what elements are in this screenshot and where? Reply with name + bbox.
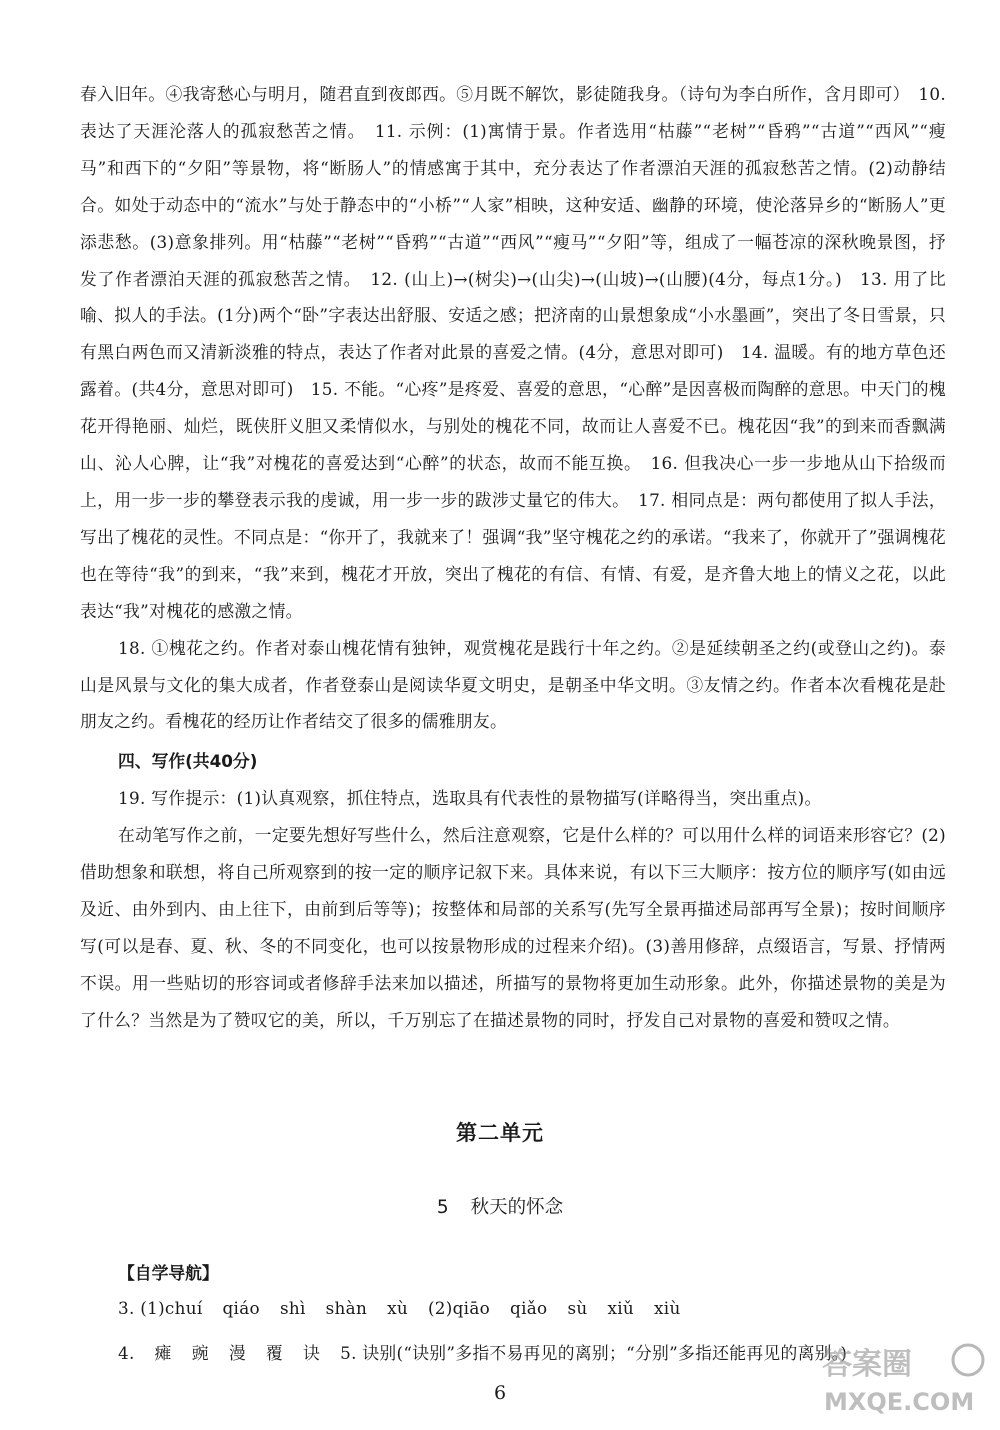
pinyin: qiāo — [452, 1298, 491, 1318]
answer-5: 5. 诀别(“诀别”多指不易再见的离别；“分别”多指还能再见的离别。) — [340, 1343, 848, 1363]
character: 豌 — [191, 1343, 209, 1363]
answer-line-4-5 — [118, 1340, 847, 1364]
watermark-text-bottom: MXQE.COM — [824, 1388, 975, 1416]
writing-guidance: 在动笔写作之前，一定要先想好写些什么，然后注意观察，它是什么样的？可以用什么样的词语来形容它？(2)借助想象和联想，将自己所观察到的按一定的顺序记叙下来。具体来说，有以下三大顺序：按方位的顺序写(如由远及近、由外到内、由上往下，由前到后等等)；按整体和局部的关系写(先写全景再描述局部再写全景)；按时间顺序写(可以是春、夏、秋、冬的不同变化，也可以按景物形成的过程来介绍)。(3)善用修辞，点缀语言，写景、抒情两不误。用一些贴切的形容词或者修辞手法来加以描述，所描写的景物将更加生动形象。此外，你描述景物的美是为了什么？当然是为了赞叹它的美，所以，千万别忘了在描述景物的同时，抒发自己对景物的喜爱和赞叹之情。 — [80, 825, 946, 1030]
character: 瘫 — [154, 1343, 172, 1363]
pinyin: shàn — [325, 1298, 368, 1318]
page-number: 6 — [493, 1382, 507, 1404]
answer-3-prefix: 3. (1) — [118, 1298, 165, 1318]
unit-title: 第二单元 — [456, 1121, 544, 1145]
lesson-title — [0, 1193, 1000, 1219]
pinyin: xiù — [654, 1298, 681, 1318]
lesson-number: 5 — [436, 1197, 449, 1218]
pinyin: xù — [387, 1298, 408, 1318]
answer-3-part-2: (2) — [427, 1298, 453, 1318]
answer-paragraph-18: 18. ①槐花之约。作者对泰山槐花情有独钟，观赏槐花是践行十年之约。②是延续朝圣之约(或登山之约)。泰山是风景与文化的集大成者，作者登泰山是阅读华夏文明史，是朝圣中华文明。③友情之约。作者本次看槐花是赴朋友之约。看槐花的经历让作者结交了很多的儒雅朋友。 — [80, 637, 946, 732]
character: 诀 — [303, 1343, 321, 1363]
writing-prompt-19: 19. 写作提示：(1)认真观察，抓住特点，选取具有代表性的景物描写(详略得当，突出重点)。 — [118, 788, 822, 809]
pinyin: qiǎo — [510, 1298, 548, 1318]
character: 漫 — [228, 1343, 246, 1363]
answer-body — [80, 76, 946, 1039]
answer-4-prefix: 4. — [118, 1343, 135, 1363]
character: 覆 — [265, 1343, 283, 1363]
watermark-logo — [818, 1340, 988, 1418]
answer-paragraph-9-17: 春入旧年。④我寄愁心与明月，随君直到夜郎西。⑤月既不解饮，影徒随我身。（诗句为李白所作，含月即可） 10. 表达了天涯沦落人的孤寂愁苦之情。 11. 示例：(1)寓情于景。作者选用“枯藤”“老树”“昏鸦”“古道”“西风”“瘦马”和西下的“夕阳”等景物，将“断肠人”的情感寓于其中，充分表达了作者漂泊天涯的孤寂愁苦之情。(2)动静结合。如处于动态中的“流水”与处于静态中的“小桥”“人家”相映，这种安适、幽静的环境，使沦落异乡的“断肠人”更添悲愁。(3)意象排列。用“枯藤”“老树”“昏鸦”“古道”“西风”“瘦马”“夕阳”等，组成了一幅苍凉的深秋晚景图，抒发了作者漂泊天涯的孤寂愁苦之情。 12. (山上)→(树尖)→(山尖)→(山坡)→(山腰)(4分，每点1分。) 13. 用了比喻、拟人的手法。(1分)两个“卧”字表达出舒服、安适之感；把济南的山景想象成“小水墨画”，突出了冬日雪景，只有黑白两色而又清新淡雅的特点，表达了作者对此景的喜爱之情。(4分，意思对即可) 14. 温暖。有的地方草色还露着。(共4分，意思对即可) 15. 不能。“心疼”是疼爱、喜爱的意思，“心醉”是因喜极而陶醉的意思。中天门的槐花开得艳丽、灿烂，既侠肝义胆又柔情似水，与别处的槐花不同，故而让人喜爱不已。槐花因“我”的到来而香飘满山、沁人心脾，让“我”对槐花的喜爱达到“心醉”的状态，故而不能互换。 16. 但我决心一步一步地从山下拾级而上，用一步一步的攀登表示我的虔诚，用一步一步的跋涉丈量它的伟大。 17. 相同点是：两句都使用了拟人手法，写出了槐花的灵性。不同点是：“你开了，我就来了！强调“我”坚守槐花之约的承诺。“我来了，你就开了”强调槐花也在等待“我”的到来，“我”来到，槐花才开放，突出了槐花的有信、有情、有爱，是齐鲁大地上的情义之花，以此表达“我”对槐花的感激之情。 — [80, 84, 946, 621]
writing-section-heading: 四、写作(共40分) — [118, 751, 258, 772]
self-study-guide-heading: 【自学导航】 — [118, 1263, 219, 1283]
pinyin: qiáo — [222, 1298, 260, 1318]
pinyin: xiǔ — [607, 1298, 635, 1318]
pinyin: sù — [567, 1298, 588, 1318]
lesson-name: 秋天的怀念 — [470, 1197, 564, 1218]
pinyin: chuí — [164, 1298, 203, 1318]
watermark-text-top: 答案圈 — [822, 1347, 912, 1382]
answer-line-3 — [118, 1298, 681, 1318]
pinyin: shì — [279, 1298, 306, 1318]
